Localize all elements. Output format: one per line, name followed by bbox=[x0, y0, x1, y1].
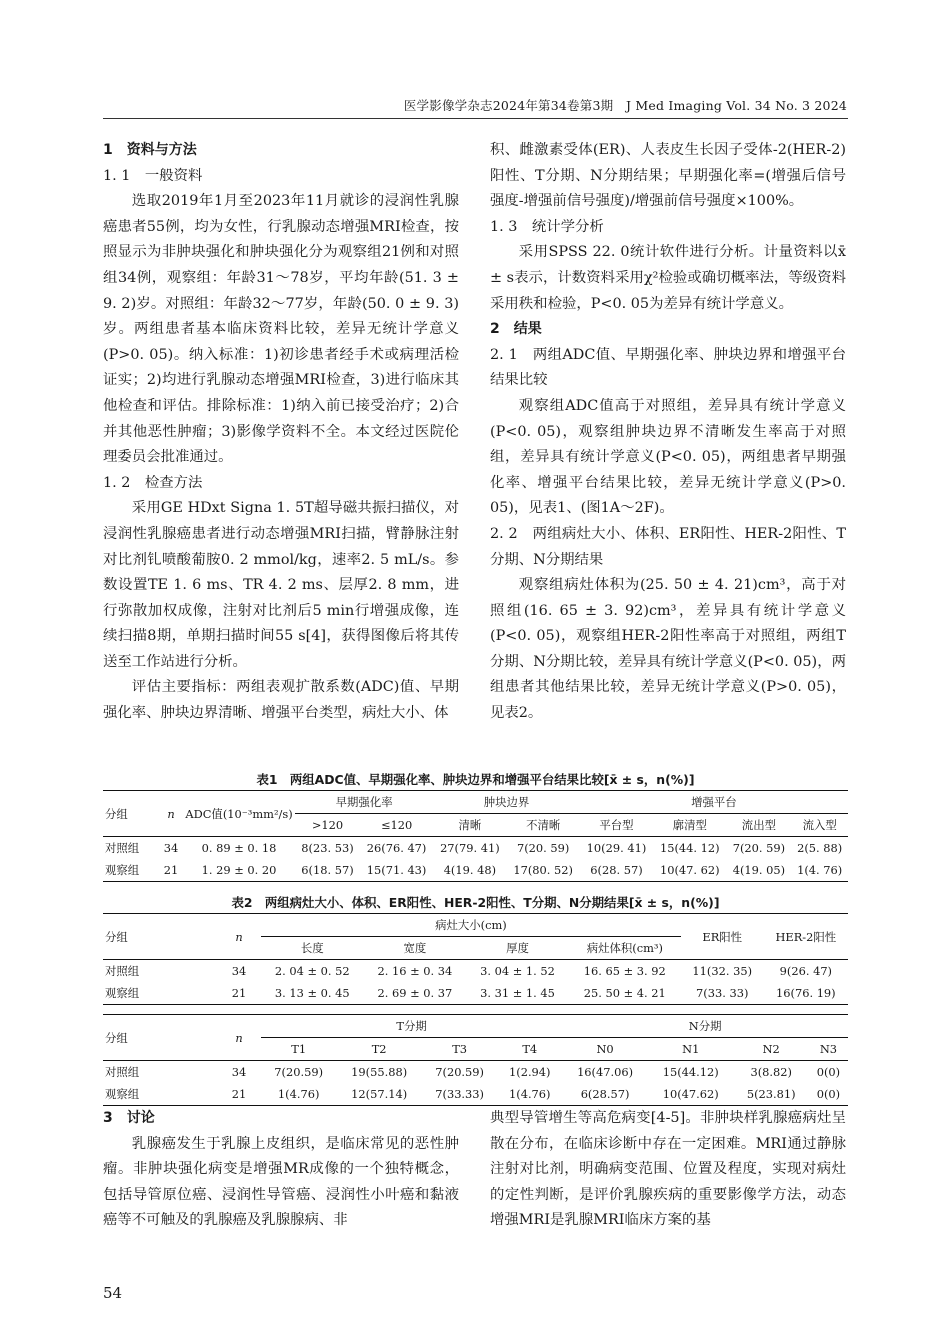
table-cell: 对照组 bbox=[105, 841, 140, 855]
paragraph: 评估主要指标：两组表观扩散系数(ADC)值、早期强化率、肿块边界清晰、增强平台类型，病灶大小、体 bbox=[103, 679, 459, 722]
section-heading: 1. 1 一般资料 bbox=[103, 167, 203, 184]
table-cell: 7(20. 59) bbox=[732, 841, 786, 855]
table-cell: 3. 13 ± 0. 45 bbox=[261, 982, 364, 1005]
table-cell: 2. 16 ± 0. 34 bbox=[377, 964, 453, 978]
t1-sub: 廓清型 bbox=[653, 814, 726, 837]
t2-sub2: N2 bbox=[734, 1038, 809, 1061]
t1-h-border: 肿块边界 bbox=[433, 791, 580, 814]
table-cell: 0(0) bbox=[816, 1065, 841, 1079]
table-cell: 2. 04 ± 0. 52 bbox=[274, 964, 350, 978]
table-cell: 5(23.81) bbox=[734, 1083, 809, 1106]
table-cell: 16(47.06) bbox=[577, 1065, 634, 1079]
t1-sub: >120 bbox=[295, 814, 360, 837]
table-cell: 16(76. 19) bbox=[764, 982, 848, 1005]
table-cell: 观察组 bbox=[103, 982, 217, 1005]
table-row bbox=[103, 982, 848, 1005]
paragraph: 观察组ADC值高于对照组，差异具有统计学意义(P<0. 05)，观察组肿块边界不清晰发生率高于对照组，差异具有统计学意义(P<0. 05)，两组患者早期强化率、增强平台结果比较，差异无统计学意义(P>0. 05)，见表1、(图1A～2F)。 bbox=[490, 397, 846, 517]
section-heading: 1 资料与方法 bbox=[103, 142, 197, 158]
table-cell: 10(29. 41) bbox=[586, 841, 647, 855]
table-cell: 34 bbox=[231, 964, 247, 978]
table-cell: 3. 04 ± 1. 52 bbox=[480, 964, 555, 978]
t2-sub: 宽度 bbox=[364, 937, 467, 960]
table-cell: 17(80. 52) bbox=[507, 859, 580, 882]
t2-sub2: N0 bbox=[562, 1038, 648, 1061]
table2-part2 bbox=[103, 1014, 848, 1106]
table-cell: 27(79. 41) bbox=[440, 841, 500, 855]
t2-h-her2: HER-2阳性 bbox=[764, 914, 848, 960]
table-cell: 25. 50 ± 4. 21 bbox=[569, 982, 681, 1005]
table-cell: 2. 69 ± 0. 37 bbox=[364, 982, 467, 1005]
t2-sub: 厚度 bbox=[466, 937, 569, 960]
t1-h-n: n bbox=[159, 791, 183, 837]
table-cell: 7(33. 33) bbox=[681, 982, 764, 1005]
table-cell: 10(47. 62) bbox=[653, 859, 726, 882]
t2-sub2: N3 bbox=[809, 1038, 848, 1061]
table-cell: 7(20. 59) bbox=[516, 841, 570, 855]
t2-sub: 长度 bbox=[261, 937, 364, 960]
t2-h-nstage: N分期 bbox=[562, 1015, 848, 1038]
table2-part1 bbox=[103, 913, 848, 1005]
paragraph: 积、雌激素受体(ER)、人表皮生长因子受体-2(HER-2)阳性、T分期、N分期结果；早期强化率=(增强后信号强度-增强前信号强度)/增强前信号强度×100%。 bbox=[490, 142, 846, 210]
table-cell: 对照组 bbox=[105, 964, 140, 978]
table-cell: 7(20.59) bbox=[274, 1065, 324, 1079]
section-heading: 1. 3 统计学分析 bbox=[490, 218, 604, 235]
t2-sub2: T1 bbox=[261, 1038, 336, 1061]
paragraph: 采用SPSS 22. 0统计软件进行分析。计量资料以x̄ ± s表示，计数资料采用χ²检验或确切概率法，等级资料采用秩和检验，P<0. 05为差异有统计学意义。 bbox=[490, 244, 846, 312]
right-column-top bbox=[490, 138, 846, 727]
t1-sub: 流入型 bbox=[791, 814, 848, 837]
table-cell: 34 bbox=[163, 841, 179, 855]
table-cell: 6(28. 57) bbox=[580, 859, 653, 882]
table-cell: 观察组 bbox=[103, 859, 159, 882]
table-row bbox=[103, 859, 848, 882]
section-heading: 2 结果 bbox=[490, 321, 542, 338]
t1-sub: 流出型 bbox=[726, 814, 791, 837]
table-cell: 21 bbox=[217, 1083, 261, 1106]
t2-sub2: T4 bbox=[497, 1038, 562, 1061]
table-cell: 10(47.62) bbox=[648, 1083, 734, 1106]
left-column-bottom bbox=[103, 1106, 459, 1234]
table-row bbox=[103, 960, 848, 983]
table-cell: 0(0) bbox=[809, 1083, 848, 1106]
table-cell: 6(18. 57) bbox=[295, 859, 360, 882]
table-cell: 4(19. 05) bbox=[726, 859, 791, 882]
table-cell: 3. 31 ± 1. 45 bbox=[466, 982, 569, 1005]
t1-h-adc: ADC值(10⁻³mm²/s) bbox=[183, 791, 295, 837]
t1-sub: 清晰 bbox=[433, 814, 506, 837]
t2-sub: 病灶体积(cm³) bbox=[569, 937, 681, 960]
t2-h-size: 病灶大小(cm) bbox=[261, 914, 681, 937]
table-cell: 6(28.57) bbox=[562, 1083, 648, 1106]
section-heading: 2. 2 两组病灶大小、体积、ER阳性、HER-2阳性、T分期、N分期结果 bbox=[490, 525, 846, 568]
table-cell: 8(23. 53) bbox=[301, 841, 354, 855]
t2-sub2: T3 bbox=[422, 1038, 497, 1061]
table-cell: 2(5. 88) bbox=[797, 841, 843, 855]
table-cell: 0. 89 ± 0. 18 bbox=[201, 841, 277, 855]
table-cell: 4(19. 48) bbox=[433, 859, 506, 882]
t2-sub2: T2 bbox=[336, 1038, 422, 1061]
table-cell: 21 bbox=[217, 982, 261, 1005]
left-column-top bbox=[103, 138, 459, 727]
t2-h-n-2: n bbox=[217, 1015, 261, 1061]
table1-caption: 表1 两组ADC值、早期强化率、肿块边界和增强平台结果比较[x̄ ± s，n(%)] bbox=[256, 772, 695, 787]
t1-sub: 不清晰 bbox=[507, 814, 580, 837]
table-cell: 19(55.88) bbox=[351, 1065, 408, 1079]
t2-sub2: N1 bbox=[648, 1038, 734, 1061]
paragraph: 选取2019年1月至2023年11月就诊的浸润性乳腺癌患者55例，均为女性，行乳腺动态增强MRI检查，按照显示为非肿块强化和肿块强化分为观察组21例和对照组34例，观察组：年龄31～78岁，平均年龄(51. 3 ± 9. 2)岁。对照组：年龄32～77岁，年龄(50. 0 ± 9. 3)岁。两组患者基本临床资料比较，差异无统计学意义(P>0. 05)。纳入标准：1)初诊患者经手术或病理活检证实；2)均进行乳腺动态增强MRI检查，3)进行临床其他检查和评估。排除标准：1)纳入前已接受治疗；2)合并其他恶性肿瘤；3)影像学资料不全。本文经过医院伦理委员会批准通过。 bbox=[103, 193, 459, 466]
table2-caption: 表2 两组病灶大小、体积、ER阳性、HER-2阳性、T分期、N分期结果[x̄ ± s，n(%)] bbox=[231, 895, 720, 910]
table-cell: 12(57.14) bbox=[336, 1083, 422, 1106]
table-cell: 26(76. 47) bbox=[366, 841, 427, 855]
page-number: 54 bbox=[103, 1284, 123, 1302]
t1-sub: 平台型 bbox=[580, 814, 653, 837]
section-heading: 1. 2 检查方法 bbox=[103, 474, 203, 491]
table-cell: 15(44.12) bbox=[662, 1065, 719, 1079]
table-row bbox=[103, 837, 848, 860]
section-heading: 2. 1 两组ADC值、早期强化率、肿块边界和增强平台结果比较 bbox=[490, 346, 846, 389]
t1-sub: ≤120 bbox=[360, 814, 433, 837]
table-cell: 11(32. 35) bbox=[692, 964, 753, 978]
table-cell: 1(4.76) bbox=[497, 1083, 562, 1106]
table-cell: 1. 29 ± 0. 20 bbox=[183, 859, 295, 882]
section-heading: 3 讨论 bbox=[103, 1110, 155, 1126]
t2-h-n: n bbox=[217, 914, 261, 960]
paragraph: 采用GE HDxt Signa 1. 5T超导磁共振扫描仪，对浸润性乳腺癌患者进行动态增强MRI扫描，臂静脉注射对比剂钆喷酸葡胺0. 2 mmol/kg，速率2. 5 mL/s。参数设置TE 1. 6 ms、TR 4. 2 ms、层厚2. 8 mm，进行弥散加权成像，注射对比剂后5 min行增强成像，连续扫描8期，单期扫描时间55 s[4]，获得图像后将其传送至工作站进行分析。 bbox=[103, 500, 459, 670]
paragraph: 乳腺癌发生于乳腺上皮组织，是临床常见的恶性肿瘤。非肿块强化病变是增强MR成像的一个独特概念，包括导管原位癌、浸润性导管癌、浸润性小叶癌和黏液癌等不可触及的乳腺癌及乳腺腺病、非 bbox=[103, 1135, 459, 1229]
t1-h-early: 早期强化率 bbox=[295, 791, 433, 814]
paragraph: 观察组病灶体积为(25. 50 ± 4. 21)cm³，高于对照组(16. 65 ± 3. 92)cm³，差异具有统计学意义(P<0. 05)，观察组HER-2阳性率高于对照组，两组T分期、N分期比较，差异具有统计学意义(P<0. 05)，两组患者其他结果比较，差异无统计学意义(P>0. 05)，见表2。 bbox=[490, 577, 846, 722]
right-column-bottom bbox=[490, 1106, 846, 1234]
table-cell: 9(26. 47) bbox=[779, 964, 833, 978]
t2-h-group-2: 分组 bbox=[103, 1015, 217, 1061]
table-cell: 1(2.94) bbox=[509, 1065, 551, 1079]
table1 bbox=[103, 790, 848, 882]
t2-h-group: 分组 bbox=[103, 914, 217, 960]
t2-h-t: T分期 bbox=[261, 1015, 562, 1038]
t1-h-group: 分组 bbox=[103, 791, 159, 837]
running-header: 医学影像学杂志2024年第34卷第3期 J Med Imaging Vol. 34 No. 3 2024 bbox=[403, 98, 847, 113]
table-cell: 1(4. 76) bbox=[791, 859, 848, 882]
table-cell: 34 bbox=[231, 1065, 247, 1079]
table-cell: 15(44. 12) bbox=[659, 841, 720, 855]
table-row bbox=[103, 1061, 848, 1084]
header-rule bbox=[103, 118, 848, 119]
table-cell: 16. 65 ± 3. 92 bbox=[583, 964, 666, 978]
t2-h-er: ER阳性 bbox=[681, 914, 764, 960]
table-cell: 观察组 bbox=[103, 1083, 217, 1106]
table-cell: 对照组 bbox=[105, 1065, 140, 1079]
table-cell: 21 bbox=[159, 859, 183, 882]
paragraph: 典型导管增生等高危病变[4-5]。非肿块样乳腺癌病灶呈散在分布，在临床诊断中存在一定困难。MRI通过静脉注射对比剂，明确病变范围、位置及程度，实现对病灶的定性判断，是评价乳腺疾病的重要影像学方法，动态增强MRI是乳腺MRI临床方案的基 bbox=[490, 1110, 846, 1229]
table-cell: 15(71. 43) bbox=[360, 859, 433, 882]
table-cell: 7(20.59) bbox=[435, 1065, 484, 1079]
t1-h-plateau: 增强平台 bbox=[580, 791, 848, 814]
table-cell: 7(33.33) bbox=[422, 1083, 497, 1106]
table-cell: 3(8.82) bbox=[750, 1065, 792, 1079]
table-row bbox=[103, 1083, 848, 1106]
table-cell: 1(4.76) bbox=[261, 1083, 336, 1106]
